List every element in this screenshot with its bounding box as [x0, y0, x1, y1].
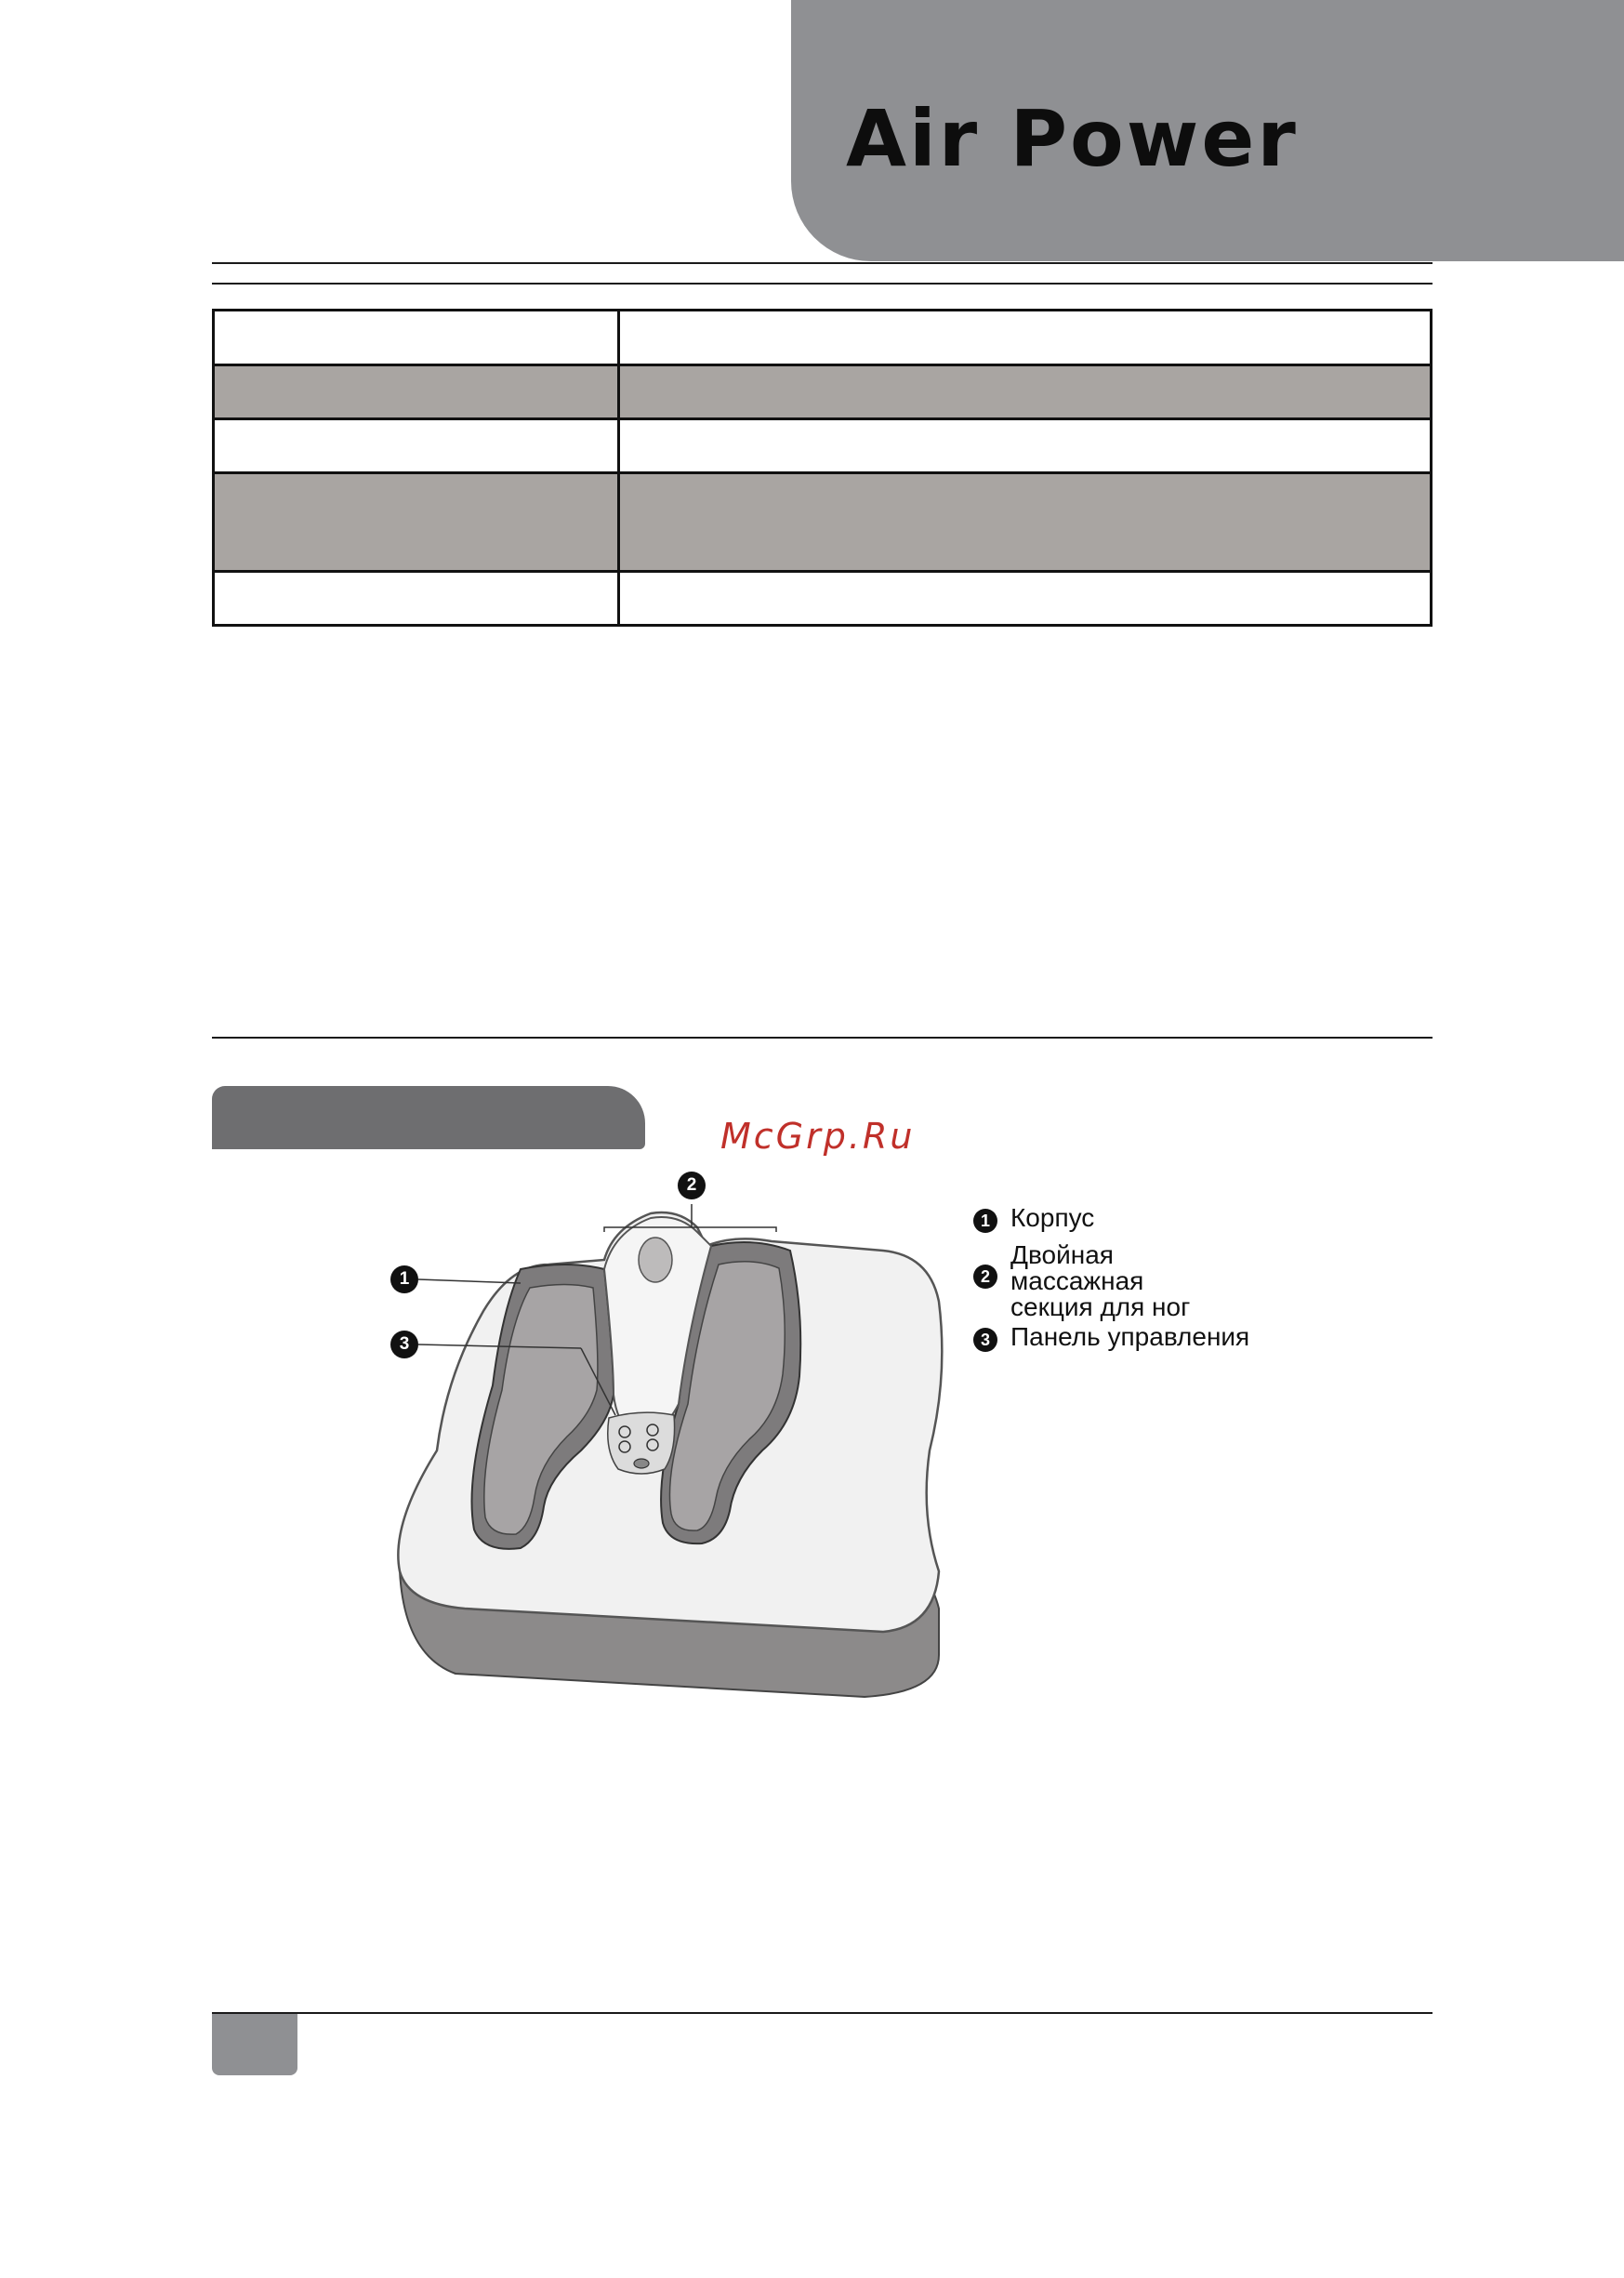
header-rule-top	[212, 262, 1433, 264]
legend-number-2: 2	[973, 1265, 997, 1289]
spec-table	[212, 309, 1433, 627]
legend-text-massage-section: Двойная массажная секция для ног	[1010, 1240, 1191, 1321]
header-rule-bottom	[212, 283, 1433, 285]
table-cell-value	[619, 572, 1432, 626]
callout-2: 2	[678, 1172, 706, 1199]
table-row	[214, 419, 1432, 473]
table-cell-value	[619, 473, 1432, 572]
table-row	[214, 365, 1432, 419]
table-cell-label	[214, 572, 619, 626]
table-cell-value	[619, 419, 1432, 473]
table-cell-label	[214, 311, 619, 365]
product-illustration	[381, 1172, 967, 1715]
legend-text-body: Корпус	[1010, 1203, 1095, 1232]
legend-item	[973, 1205, 1249, 1233]
table-cell-label	[214, 419, 619, 473]
table-cell-label	[214, 473, 619, 572]
table-cell-value	[619, 311, 1432, 365]
brand-logo: Air Power	[846, 93, 1299, 184]
table-cell-label	[214, 365, 619, 419]
table-row	[214, 572, 1432, 626]
legend-number-1: 1	[973, 1209, 997, 1233]
legend-number-3: 3	[973, 1328, 997, 1352]
watermark: McGrp.Ru	[720, 1116, 916, 1157]
foot-massager-drawing	[381, 1172, 967, 1711]
footer-rule	[212, 2012, 1433, 2014]
legend-text-control-panel: Панель управления	[1010, 1322, 1250, 1351]
section-title-bar	[212, 1086, 645, 1149]
table-row	[214, 473, 1432, 572]
callout-1: 1	[390, 1265, 418, 1293]
figure-legend	[973, 1205, 1249, 1356]
callout-3: 3	[390, 1331, 418, 1358]
legend-item	[973, 1242, 1249, 1320]
legend-item	[973, 1324, 1249, 1352]
table-row	[214, 311, 1432, 365]
table-cell-value	[619, 365, 1432, 419]
section-divider	[212, 1037, 1433, 1039]
page-number-box	[212, 2014, 297, 2075]
